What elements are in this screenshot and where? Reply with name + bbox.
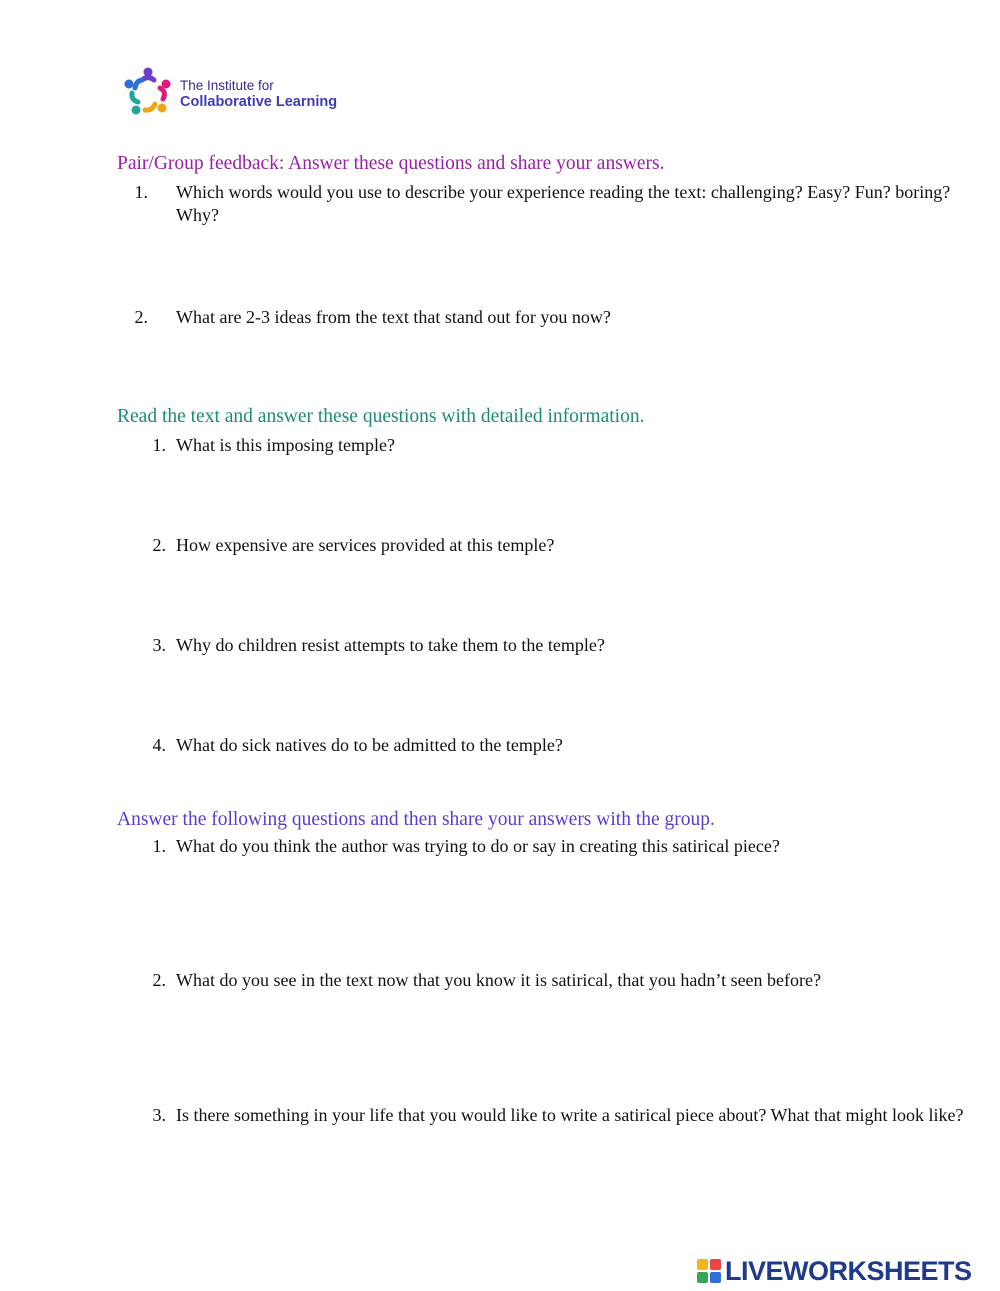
question-text: Is there something in your life that you would like to write a satirical piece about? What that might look like? bbox=[176, 1105, 964, 1125]
question-number: 3. bbox=[152, 1105, 166, 1125]
section-heading-pair-feedback: Pair/Group feedback: Answer these questions and share your answers. bbox=[117, 153, 665, 174]
question-text: How expensive are services provided at this temple? bbox=[176, 535, 555, 555]
logo-line-2: Collaborative Learning bbox=[180, 94, 338, 110]
question-number: 1. bbox=[134, 182, 148, 202]
question-text: What do sick natives do to be admitted to the temple? bbox=[176, 735, 563, 755]
question-number: 2. bbox=[134, 307, 148, 327]
section-heading-read-text: Read the text and answer these questions with detailed information. bbox=[117, 406, 645, 427]
liveworksheets-brand[interactable] bbox=[697, 1255, 995, 1287]
question-text: Which words would you use to describe your experience reading the text: challenging? Easy? Fun? boring? Why? bbox=[176, 182, 951, 225]
question-number: 3. bbox=[152, 635, 166, 655]
people-circle-logo-icon bbox=[122, 66, 174, 118]
question-text: What do you think the author was trying to do or say in creating this satirical piece? bbox=[176, 836, 780, 856]
question-number: 1. bbox=[152, 435, 166, 455]
liveworksheets-blocks-icon bbox=[697, 1259, 723, 1283]
section-heading-satire: Answer the following questions and then share your answers with the group. bbox=[117, 809, 715, 830]
question-number: 2. bbox=[152, 970, 166, 990]
question-text: What are 2-3 ideas from the text that stand out for you now? bbox=[176, 307, 611, 327]
question-number: 2. bbox=[152, 535, 166, 555]
liveworksheets-wordmark: LIVEWORKSHEETS bbox=[725, 1256, 972, 1286]
institute-logo bbox=[122, 66, 372, 122]
question-text: Why do children resist attempts to take them to the temple? bbox=[176, 635, 605, 655]
question-number: 4. bbox=[152, 735, 166, 755]
question-text: What do you see in the text now that you know it is satirical, that you hadn’t seen before? bbox=[176, 970, 822, 990]
question-text: What is this imposing temple? bbox=[176, 435, 395, 455]
logo-line-1: The Institute for bbox=[180, 78, 274, 93]
question-number: 1. bbox=[152, 836, 166, 856]
